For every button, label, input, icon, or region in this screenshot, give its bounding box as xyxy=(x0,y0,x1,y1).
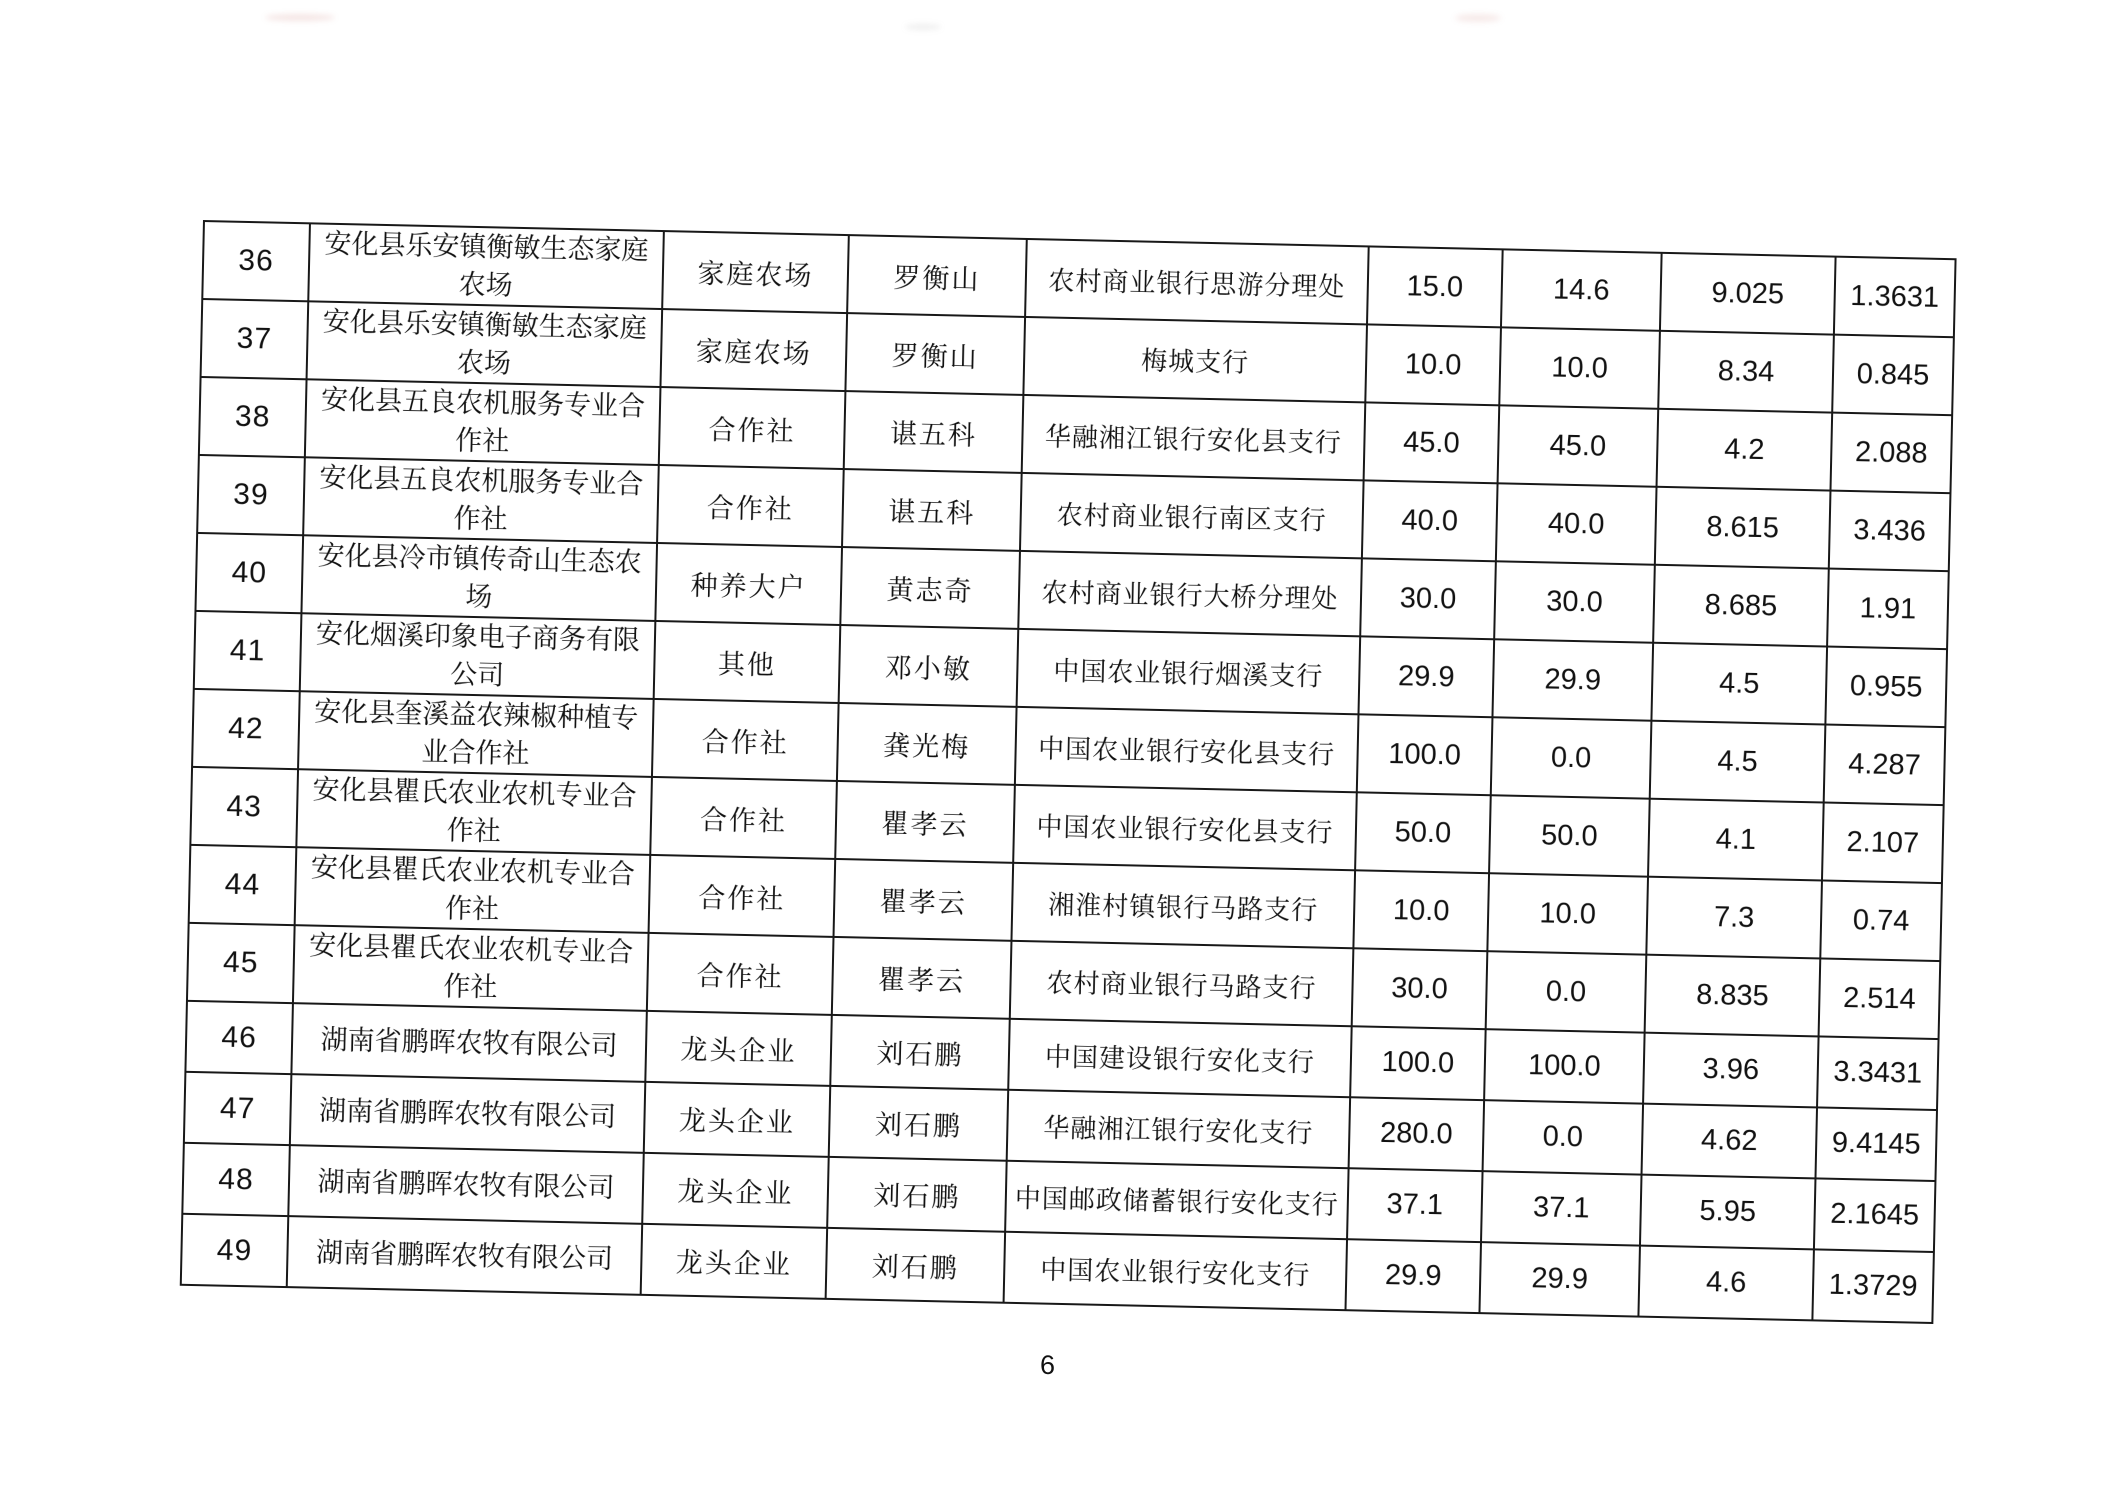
cell-value-2: 45.0 xyxy=(1498,405,1659,486)
cell-entity-type: 龙头企业 xyxy=(644,1082,831,1157)
cell-value-3: 3.96 xyxy=(1643,1033,1819,1108)
cell-org-name: 安化县五良农机服务专业合作社 xyxy=(305,379,661,465)
cell-org-name: 湖南省鹏晖农牧有限公司 xyxy=(291,1003,646,1082)
cell-org-name: 安化烟溪印象电子商务有限公司 xyxy=(300,613,656,699)
cell-value-3: 4.5 xyxy=(1650,721,1826,803)
cell-bank-name: 农村商业银行大桥分理处 xyxy=(1018,551,1362,636)
cell-value-1: 30.0 xyxy=(1360,558,1496,639)
cell-row-number: 38 xyxy=(199,377,307,457)
cell-person-name: 罗衡山 xyxy=(845,313,1025,395)
cell-org-name: 安化县瞿氏农业农机专业合作社 xyxy=(293,925,649,1011)
cell-person-name: 刘石鹏 xyxy=(829,1086,1009,1161)
cell-entity-type: 种养大户 xyxy=(655,543,842,625)
cell-row-number: 40 xyxy=(195,533,303,613)
cell-person-name: 黄志奇 xyxy=(840,547,1020,629)
cell-value-3: 8.34 xyxy=(1658,331,1834,413)
cell-org-name: 安化县瞿氏农业农机专业合作社 xyxy=(296,769,652,855)
cell-value-1: 29.9 xyxy=(1345,1239,1481,1313)
cell-row-number: 48 xyxy=(182,1143,290,1216)
cell-entity-type: 合作社 xyxy=(657,465,844,547)
cell-value-2: 0.0 xyxy=(1483,1100,1644,1174)
cell-value-1: 29.9 xyxy=(1358,636,1494,717)
cell-value-1: 45.0 xyxy=(1364,402,1500,483)
cell-person-name: 瞿孝云 xyxy=(832,937,1012,1019)
cell-org-name: 安化县乐安镇衡敏生态家庭农场 xyxy=(308,223,664,309)
cell-org-name: 安化县冷市镇传奇山生态农场 xyxy=(301,535,657,621)
cell-value-3: 9.025 xyxy=(1660,253,1836,335)
cell-value-4: 0.845 xyxy=(1832,335,1954,416)
cell-value-3: 8.685 xyxy=(1653,565,1829,647)
cell-bank-name: 中国农业银行安化县支行 xyxy=(1013,785,1357,870)
loan-table-wrap xyxy=(180,220,1955,1324)
cell-entity-type: 合作社 xyxy=(649,855,836,937)
cell-value-2: 14.6 xyxy=(1501,249,1662,330)
cell-value-2: 10.0 xyxy=(1487,873,1648,954)
cell-value-3: 8.835 xyxy=(1645,955,1821,1037)
cell-value-3: 4.5 xyxy=(1651,643,1827,725)
cell-bank-name: 中国农业银行安化县支行 xyxy=(1015,707,1359,792)
cell-person-name: 瞿孝云 xyxy=(834,859,1014,941)
cell-value-2: 37.1 xyxy=(1481,1171,1642,1245)
cell-person-name: 谌五科 xyxy=(842,469,1022,551)
cell-value-1: 15.0 xyxy=(1367,246,1503,327)
cell-value-4: 3.436 xyxy=(1829,491,1951,572)
cell-bank-name: 湘淮村镇银行马路支行 xyxy=(1011,863,1355,948)
cell-org-name: 湖南省鹏晖农牧有限公司 xyxy=(287,1216,642,1295)
cell-value-3: 4.1 xyxy=(1648,799,1824,881)
cell-org-name: 湖南省鹏晖农牧有限公司 xyxy=(290,1074,645,1153)
cell-value-1: 10.0 xyxy=(1365,324,1501,405)
cell-value-1: 100.0 xyxy=(1357,714,1493,795)
cell-value-1: 40.0 xyxy=(1362,480,1498,561)
cell-bank-name: 华融湘江银行安化支行 xyxy=(1007,1090,1350,1168)
cell-bank-name: 华融湘江银行安化县支行 xyxy=(1022,395,1366,480)
cell-row-number: 46 xyxy=(185,1001,293,1074)
cell-value-4: 0.74 xyxy=(1820,880,1942,961)
cell-person-name: 刘石鹏 xyxy=(827,1157,1007,1232)
cell-value-4: 0.955 xyxy=(1825,647,1947,728)
cell-org-name: 安化县五良农机服务专业合作社 xyxy=(303,457,659,543)
cell-row-number: 44 xyxy=(189,845,297,925)
cell-person-name: 谌五科 xyxy=(844,391,1024,473)
scan-noise xyxy=(265,14,335,21)
cell-value-2: 0.0 xyxy=(1491,717,1652,798)
cell-person-name: 瞿孝云 xyxy=(835,781,1015,863)
cell-row-number: 49 xyxy=(181,1214,289,1287)
cell-value-1: 100.0 xyxy=(1350,1026,1486,1100)
cell-entity-type: 合作社 xyxy=(650,777,837,859)
cell-entity-type: 龙头企业 xyxy=(642,1153,829,1228)
cell-value-1: 37.1 xyxy=(1347,1168,1483,1242)
loan-table xyxy=(180,220,1957,1324)
cell-value-3: 4.6 xyxy=(1638,1246,1814,1321)
cell-row-number: 39 xyxy=(197,455,305,535)
cell-bank-name: 中国邮政储蓄银行安化支行 xyxy=(1005,1161,1348,1239)
cell-org-name: 安化县瞿氏农业农机专业合作社 xyxy=(295,847,651,933)
cell-bank-name: 中国农业银行烟溪支行 xyxy=(1017,629,1361,714)
cell-value-3: 5.95 xyxy=(1640,1175,1816,1250)
cell-value-2: 100.0 xyxy=(1484,1029,1645,1103)
cell-value-1: 30.0 xyxy=(1352,948,1488,1029)
cell-value-4: 2.1645 xyxy=(1814,1178,1936,1252)
cell-value-2: 0.0 xyxy=(1486,951,1647,1032)
cell-bank-name: 中国建设银行安化支行 xyxy=(1008,1019,1351,1097)
cell-entity-type: 合作社 xyxy=(647,933,834,1015)
cell-value-2: 50.0 xyxy=(1489,795,1650,876)
cell-row-number: 43 xyxy=(190,767,298,847)
cell-value-4: 4.287 xyxy=(1824,725,1946,806)
cell-entity-type: 家庭农场 xyxy=(660,309,847,391)
cell-person-name: 邓小敏 xyxy=(839,625,1019,707)
cell-person-name: 刘石鹏 xyxy=(826,1228,1006,1303)
cell-entity-type: 其他 xyxy=(654,621,841,703)
cell-value-2: 29.9 xyxy=(1492,639,1653,720)
cell-bank-name: 农村商业银行马路支行 xyxy=(1010,941,1354,1026)
cell-person-name: 罗衡山 xyxy=(847,235,1027,317)
cell-bank-name: 梅城支行 xyxy=(1023,317,1367,402)
page-number: 6 xyxy=(1040,1350,1056,1380)
cell-entity-type: 龙头企业 xyxy=(641,1224,828,1299)
cell-value-2: 30.0 xyxy=(1494,561,1655,642)
cell-org-name: 安化县奎溪益农辣椒种植专业合作社 xyxy=(298,691,654,777)
cell-entity-type: 家庭农场 xyxy=(662,231,849,313)
cell-row-number: 42 xyxy=(192,689,300,769)
cell-bank-name: 农村商业银行南区支行 xyxy=(1020,473,1364,558)
cell-value-3: 8.615 xyxy=(1655,487,1831,569)
cell-row-number: 36 xyxy=(202,221,310,301)
cell-value-4: 3.3431 xyxy=(1817,1036,1939,1110)
cell-value-1: 280.0 xyxy=(1349,1097,1485,1171)
cell-entity-type: 合作社 xyxy=(659,387,846,469)
cell-row-number: 47 xyxy=(184,1072,292,1145)
cell-bank-name: 中国农业银行安化支行 xyxy=(1004,1232,1347,1310)
cell-person-name: 龚光梅 xyxy=(837,703,1017,785)
cell-entity-type: 合作社 xyxy=(652,699,839,781)
cell-bank-name: 农村商业银行思游分理处 xyxy=(1025,239,1369,324)
cell-value-1: 10.0 xyxy=(1353,870,1489,951)
cell-person-name: 刘石鹏 xyxy=(830,1015,1010,1090)
cell-org-name: 湖南省鹏晖农牧有限公司 xyxy=(288,1145,643,1224)
cell-value-4: 2.107 xyxy=(1822,802,1944,883)
cell-row-number: 45 xyxy=(187,923,295,1003)
cell-row-number: 37 xyxy=(201,299,309,379)
cell-value-2: 10.0 xyxy=(1499,327,1660,408)
cell-value-4: 1.3631 xyxy=(1834,257,1956,338)
cell-value-3: 4.62 xyxy=(1642,1104,1818,1179)
cell-row-number: 41 xyxy=(194,611,302,691)
cell-value-3: 4.2 xyxy=(1657,409,1833,491)
cell-entity-type: 龙头企业 xyxy=(645,1011,832,1086)
cell-value-4: 1.91 xyxy=(1827,569,1949,650)
cell-value-4: 2.514 xyxy=(1819,958,1941,1039)
cell-value-4: 2.088 xyxy=(1830,413,1952,494)
cell-value-2: 40.0 xyxy=(1496,483,1657,564)
cell-value-4: 9.4145 xyxy=(1815,1107,1937,1181)
cell-value-3: 7.3 xyxy=(1646,877,1822,959)
cell-value-1: 50.0 xyxy=(1355,792,1491,873)
scan-noise xyxy=(1455,14,1501,22)
scan-noise xyxy=(905,24,941,30)
cell-value-4: 1.3729 xyxy=(1812,1249,1934,1323)
cell-org-name: 安化县乐安镇衡敏生态家庭农场 xyxy=(307,301,663,387)
cell-value-2: 29.9 xyxy=(1479,1242,1640,1316)
